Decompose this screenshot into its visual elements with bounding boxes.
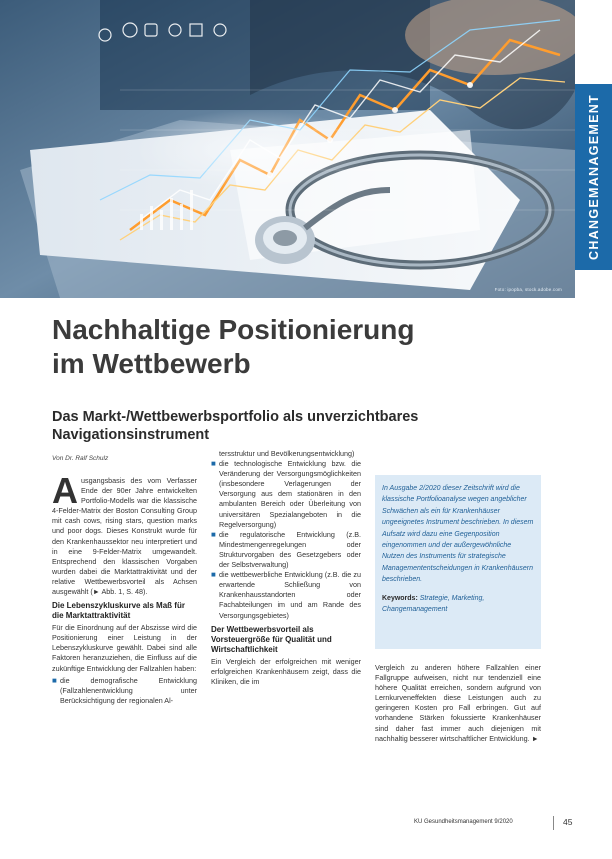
footer-journal: KU Gesundheitsmanagement 9/2020 (414, 819, 513, 825)
keywords-line (382, 593, 534, 616)
bullet-icon: ■ (52, 675, 57, 685)
intro-text: usgangsbasis des vom Verfasser Ende der 90er Jahre entwickelten Portfolio-Modells war die klassische 4-Felder-Matrix der Boston Consulting Group mit cash cows, rising stars, question marks und poor dogs. Dieses Konstrukt wurde für den Krankenhaussektor neu interpretiert und in eine 9-Felder-Matrix umgewandelt. Entsprechend den klassischen Vorgaben wurden dabei die Marktattraktivität und der relative Wettbewerbsvorteil als Achsen ausgewählt (► Abb. 1, S. 48). (52, 476, 197, 597)
bullet-text: tersstruktur und Bevölkerungsentwicklung) (219, 449, 355, 458)
bullet-icon: ■ (211, 529, 216, 539)
bullet-text: die demografische Entwicklung (Fallzahlenentwicklung unter Berücksichtigung der regionalen Al- (60, 675, 197, 705)
text-column-3 (375, 663, 541, 746)
bullet-text: die technologische Entwicklung bzw. die Veränderung der Versorgungsmöglichkeiten (insbesondere Verlagerungen der Versorgung aus dem stationären in den ambulanten Bereich oder Überleitung von universitären Spezialangeboten in die Regelversorgung) (219, 459, 361, 529)
section-tab-label-wrapper (575, 84, 612, 270)
bullet-item-continued (211, 449, 361, 459)
bullet-item (211, 530, 361, 570)
article-title-line2: im Wettbewerb (52, 348, 251, 379)
keywords-label: Keywords: (382, 594, 418, 602)
bullet-icon: ■ (211, 570, 216, 580)
hero-image (0, 0, 575, 298)
drop-cap: A (52, 470, 78, 511)
bullet-item (211, 459, 361, 530)
article-subtitle-line1: Das Markt-/Wettbewerbsportfolio als unverzichtbares (52, 409, 419, 425)
section-heading-lifecycle: Die Lebenszykluskurve als Maß für die Marktattraktivität (52, 601, 185, 621)
bullet-item (52, 676, 197, 706)
image-credit: Foto: ipopba, stock.adobe.com (494, 287, 562, 292)
bullet-text: die regulatorische Entwicklung (z.B. Mindestmengenregelungen oder Strukturvorgaben des Gesetzgebers oder der Selbstverwaltung) (219, 529, 361, 570)
footer-divider (553, 816, 554, 830)
article-title-line1: Nachhaltige Positionierung (52, 314, 415, 345)
intro-paragraph (52, 470, 197, 597)
article-subtitle (52, 408, 522, 444)
article-subtitle-line2: Navigationsinstrument (52, 427, 210, 443)
abstract-box (375, 475, 541, 649)
competitive-advantage-paragraph: Ein Vergleich der erfolgreichen mit weniger erfolgreichen Krankenhäusern zeigt, dass die Kliniken, die im (211, 656, 361, 686)
abstract-text: In Ausgabe 2/2020 dieser Zeitschrift wird die klassische Portfolioanalyse wegen angeblicher Schwächen als ein für Krankenhäuser ungeeignetes Instrument beschrieben. In diesem Aufsatz wird dazu eine Gegenposition eingenommen und der außergewöhnliche Nutzen des Instruments für strategische Managemententscheidungen in Krankenhäusern beschrieben. (382, 485, 534, 584)
article-title (52, 313, 522, 381)
bullet-text: die wettbewerbliche Entwicklung (z.B. die zu erwartende Schließung von Krankenhausstandorten oder Fachabteilungen im und am Rande des Versorgungsgebietes) (219, 570, 361, 620)
text-column-1 (52, 470, 197, 706)
author-line: Von Dr. Ralf Schulz (52, 455, 109, 462)
column-3-paragraph: Vergleich zu anderen höhere Fallzahlen einer Fallgruppe aufweisen, nicht nur tendenziell eine höhere Qualität erreichen, sondern aufgrund von Lernkurveneffekten diese Leistungen auch zu geringeren Kosten pro Fall erbringen. Gut auf vorhandene Stärken fokussierte Krankenhäuser sind daher fast immer auch diejenigen mit nachhaltig besserer wirtschaftlicher Entwicklung. ► (375, 663, 541, 743)
section-tab-label: CHANGEMANAGEMENT (586, 94, 601, 260)
keywords-value: Strategie, Marketing, Changemanagement (382, 594, 485, 614)
bullet-icon: ■ (211, 459, 216, 469)
lifecycle-paragraph: Für die Einordnung auf der Abszisse wird die Positionierung einer Leistung in der Lebenszykluskurve gewählt. Dabei sind alle Faktoren heranzuziehen, die Einfluss auf die zukünftige Entwicklung der Fallzahlen haben: (52, 623, 197, 673)
section-heading-competitive-advantage: Der Wettbewerbsvorteil als Vorsteuergröße für Qualität und Wirtschaftlichkeit (211, 624, 332, 654)
bullet-item (211, 570, 361, 620)
page-number: 45 (563, 817, 573, 827)
text-column-2 (211, 449, 361, 689)
